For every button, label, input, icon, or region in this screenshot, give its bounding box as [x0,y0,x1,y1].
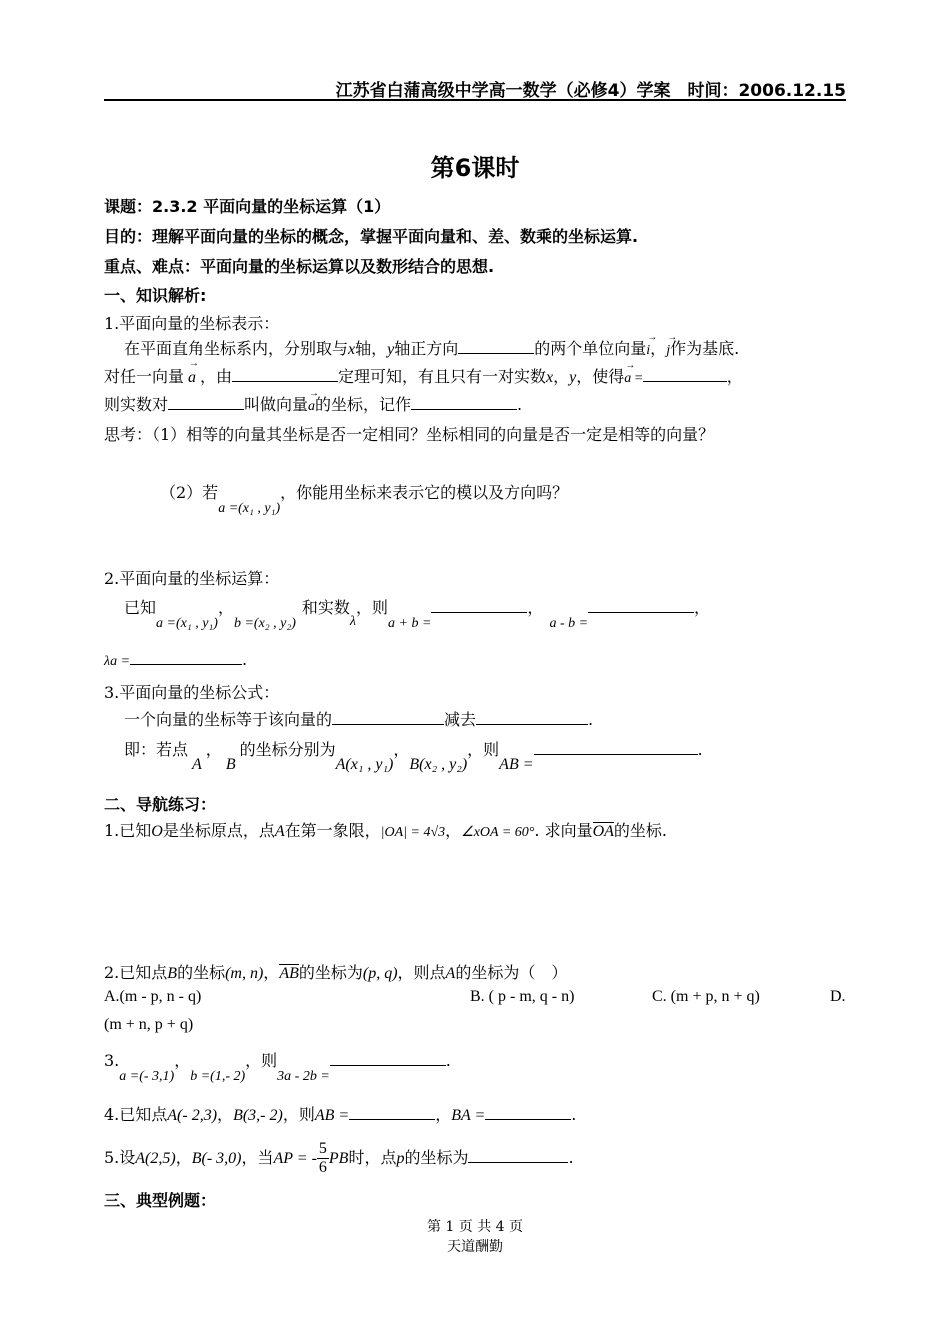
text: ，当 [241,1148,274,1167]
math-p: p [396,1150,405,1167]
math-a-coords: a =(x₁ , y₁) [156,616,218,631]
text: 的两个单位向量 [534,339,647,358]
math-B: B [225,756,236,773]
text: . [242,650,248,669]
text: . 求向量 [534,821,593,840]
math-B-coords: B(- 3,0) [191,1150,242,1167]
math-vector-BA: BA = [451,1107,486,1124]
answer-blank[interactable] [168,395,244,410]
fraction [317,1140,329,1177]
text: 轴， [355,339,388,358]
answer-blank[interactable] [458,339,534,354]
vector-a: → a [308,399,315,415]
section-1-heading: 一、知识解析: [104,286,207,305]
answer-blank[interactable] [643,367,727,382]
math-vector-OA: OA [592,823,614,840]
text: 已知 [124,598,157,617]
option-b[interactable]: B. ( p - m, q - n) [470,988,575,1005]
answer-blank[interactable] [476,710,588,725]
s1-item1-line2 [104,364,743,387]
text: ， [174,1051,191,1070]
text: ， [553,367,570,386]
math-b-value: b =(1,- 2) [190,1069,246,1084]
math-AB-coords: (p, q) [362,965,398,982]
think-question-2 [160,480,569,516]
section-3-heading: 三、典型例题： [104,1191,217,1210]
lesson-goal: 目的：理解平面向量的坐标的概念，掌握平面向量和、差、数乘的坐标运算. [104,227,639,246]
text: ， [435,1105,452,1124]
text: 的坐标为 [298,963,363,982]
math-vector-AB: AB [279,965,299,982]
math-B: B [167,965,178,982]
answer-blank[interactable] [232,367,338,382]
math-a-coords: a =(x₁ , y₁) [218,501,281,516]
text: ， [650,339,667,358]
text: ， [527,598,544,617]
answer-blank[interactable] [330,1051,446,1066]
math-A-coords: A(x₁ , y₁) [335,756,394,773]
math-expression: 3a - 2b = [277,1069,330,1084]
text: 作为基底. [670,339,740,358]
s1-item2-title: 2.平面向量的坐标运算： [104,569,280,588]
math-A-coords: A(- 2,3) [167,1107,218,1124]
text: ，则 [282,1105,315,1124]
lesson-title: 第6课时 [430,154,520,182]
lesson-key-points: 重点、难点：平面向量的坐标运算以及数形结合的思想. [104,257,495,276]
text: 的坐标 [177,963,226,982]
text: 是坐标原点，点 [162,821,275,840]
text: （2）若 [160,483,219,502]
page-header: 江苏省白蒲高级中学高一数学（必修4）学案 时间：2006.12.15 [335,81,846,101]
text: 5.设 [104,1148,136,1167]
text: . [588,710,594,729]
text: . [697,740,703,759]
text: ，则 [356,598,389,617]
text: 轴正方向 [394,339,459,358]
answer-blank[interactable] [411,395,517,410]
exercise-1 [104,818,667,841]
exercise-5 [104,1140,574,1177]
math-a-value: a =(- 3,1) [119,1069,175,1084]
text: ，则点 [397,963,446,982]
math-x: x [546,369,554,386]
text: 定理可知，有且只有一对实数 [338,367,547,386]
answer-blank[interactable] [588,598,694,613]
text: 的坐标，记作 [315,395,412,414]
text: ， [726,367,743,386]
math-y: y [387,341,395,358]
text: 一个向量的坐标等于该向量的 [124,710,333,729]
s1-item3-title: 3.平面向量的坐标公式： [104,683,280,702]
text: 对任一向量 [104,367,185,386]
math-equals: = [631,371,643,386]
text: 4.已知点 [104,1105,168,1124]
exercise-2 [104,960,567,983]
math-scalar-multiple: λa = [104,654,131,669]
math-sum: a + b = [388,616,432,631]
vector-i: → i [646,343,650,359]
vector-a: → a [188,369,196,387]
text: ， [205,740,222,759]
answer-blank[interactable] [431,598,527,613]
vector-a: → a [624,371,631,387]
text: 即：若点 [124,740,189,759]
page-number: 第 1 页 共 4 页 [426,1219,524,1235]
text: 2.已知点 [104,963,168,982]
vector-j: → j [666,343,670,359]
header-rule [104,99,846,101]
math-O: O [151,823,163,840]
option-d-value: (m + n, p + q) [104,1016,194,1033]
text: 的坐标为 [404,1148,469,1167]
section-2-heading: 二、导航练习： [104,795,217,814]
math-A-coords: A(2,5) [135,1150,176,1167]
lesson-topic: 课题：2.3.2 平面向量的坐标运算（1） [104,197,391,216]
text: ， [263,963,280,982]
math-magnitude: |OA| = 4√3 [380,825,446,840]
math-x: x [348,341,356,358]
text: . [445,1051,451,1070]
text: ，由 [200,367,233,386]
math-vector-AB: AB = [314,1107,350,1124]
option-a[interactable]: A.(m - p, n - q) [104,988,202,1005]
text: 在第一象限， [284,821,381,840]
text: ，使得 [576,367,625,386]
math-B-coords: B(x₂ , y₂) [409,756,468,773]
answer-blank[interactable] [130,650,242,665]
math-B-coords: (m, n) [225,965,264,982]
s1-item2-line2 [104,650,247,670]
math-B-coords: B(3,- 2) [233,1107,283,1124]
fraction-numerator: 5 [318,1140,327,1157]
text: 在平面直角坐标系内，分别取与 [124,339,349,358]
s1-item1-line1 [124,336,739,359]
option-c[interactable]: C. (m + p, n + q) [652,988,760,1005]
fraction-denominator: 6 [318,1159,327,1176]
text: ， [175,1148,192,1167]
text: 的坐标. [613,821,668,840]
text: . [571,1105,577,1124]
text: 时，点 [348,1148,397,1167]
s1-item2-line1 [124,595,711,631]
text: 和实数 [301,598,350,617]
math-lambda: λ [349,614,356,629]
text: ， [217,598,234,617]
text: ， [393,740,410,759]
s1-item3-line2 [124,737,703,773]
text: ，则 [245,1051,278,1070]
s1-item3-line1 [124,707,593,730]
exercise-3 [104,1048,451,1084]
text: 则实数对 [104,395,169,414]
answer-blank[interactable] [332,710,444,725]
math-vector-PB: PB [328,1150,349,1167]
answer-blank[interactable] [349,1105,435,1120]
math-A: A [274,823,285,840]
math-y: y [569,369,577,386]
text: 减去 [444,710,477,729]
text: ， [217,1105,234,1124]
text: . [568,1148,574,1167]
option-d[interactable]: D. [830,988,846,1005]
s1-item1-title: 1.平面向量的坐标表示： [104,314,280,333]
math-A: A [445,965,456,982]
text: 1.已知 [104,821,152,840]
answer-blank[interactable] [485,1105,571,1120]
math-difference: a - b = [549,616,589,631]
footer-motto: 天道酬勤 [447,1239,503,1255]
math-A: A [192,756,202,773]
text: 3. [104,1051,120,1070]
text: ， [445,821,462,840]
exercise-4 [104,1102,576,1125]
text: ， [694,598,711,617]
text: 的坐标分别为 [239,740,336,759]
text: ，则 [467,740,500,759]
think-question-1: 思考：（1）相等的向量其坐标是否一定相同？坐标相同的向量是否一定是相等的向量？ [104,425,715,444]
answer-blank[interactable] [534,740,698,755]
math-b-coords: b =(x₂ , y₂) [233,616,296,631]
text: . [517,395,523,414]
text: 的坐标为（ ） [455,963,568,982]
s1-item1-line3 [104,392,522,415]
math-vector-AP: AP = - [273,1150,317,1167]
math-angle: ∠xOA = 60° [461,825,535,840]
answer-blank[interactable] [468,1148,568,1163]
math-vector-AB: AB = [499,756,534,773]
text: 叫做向量 [244,395,309,414]
text: ，你能用坐标来表示它的模以及方向吗？ [280,483,569,502]
